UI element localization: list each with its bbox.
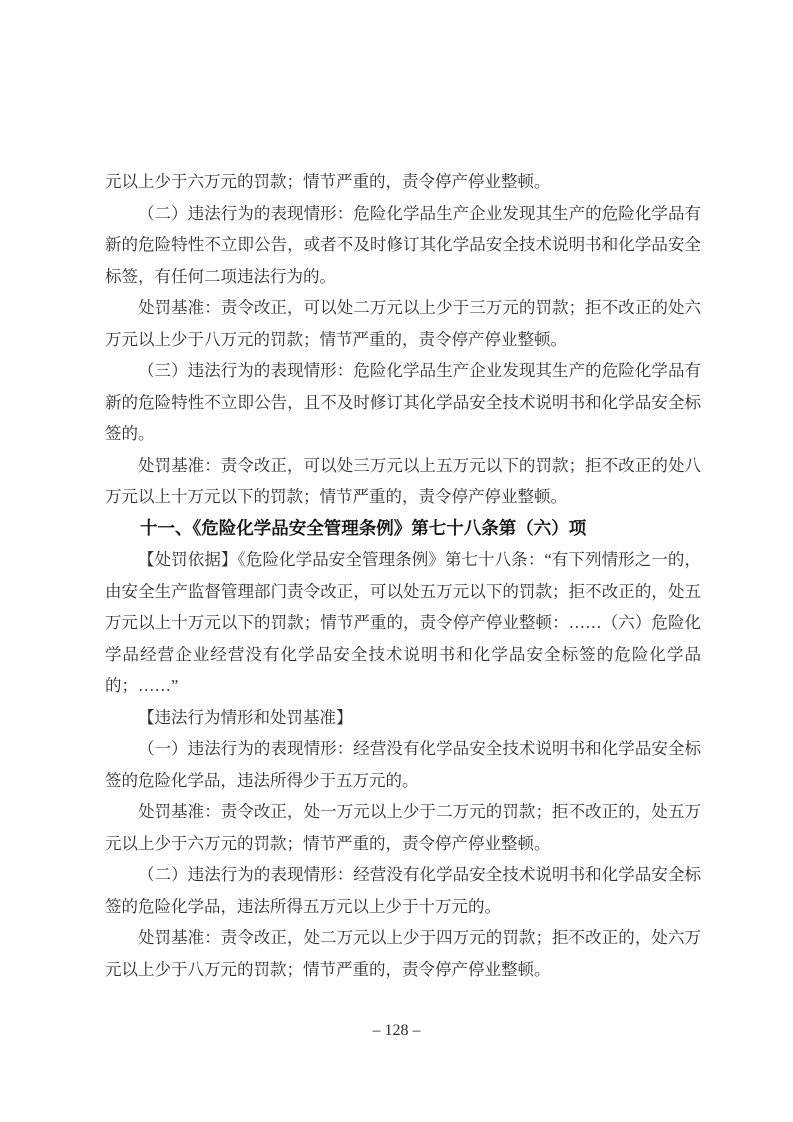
page-number: – 128 –	[372, 1022, 421, 1039]
paragraph-penalty-basis: 【处罚依据】《危险化学品安全管理条例》第七十八条：“有下列情形之一的，由安全生产监督管理部门责令改正，可以处五万元以下的罚款；拒不改正的，处五万元以上十万元以下的罚款；情节严重的，责令停产停业整顿：……（六）危险化学品经营企业经营没有化学品安全技术说明书和化学品安全标签的危险化学品的；……”	[105, 550, 701, 695]
paragraph-item2-situation: （二）违法行为的表现情形：经营没有化学品安全技术说明书和化学品安全标签的危险化学品，违法所得五万元以上少于十万元的。	[105, 865, 701, 916]
page-content	[105, 166, 701, 985]
page-footer	[0, 1022, 793, 1040]
paragraph-case2-penalty: 处罚基准：责令改正，可以处二万元以上少于三万元的罚款；拒不改正的处六万元以上少于八万元的罚款；情节严重的，责令停产停业整顿。	[105, 298, 701, 349]
paragraph-case3-situation: （三）违法行为的表现情形：危险化学品生产企业发现其生产的危险化学品有新的危险特性不立即公告，且不及时修订其化学品安全技术说明书和化学品安全标签的。	[105, 361, 701, 443]
paragraph-label-situations: 【违法行为情形和处罚基准】	[138, 707, 353, 727]
paragraph-item1-penalty: 处罚基准：责令改正，处一万元以上少于二万元的罚款；拒不改正的，处五万元以上少于六万元的罚款；情节严重的，责令停产停业整顿。	[105, 802, 701, 853]
paragraph-item2-penalty: 处罚基准：责令改正，处二万元以上少于四万元的罚款；拒不改正的，处六万元以上少于八万元的罚款；情节严重的，责令停产停业整顿。	[105, 928, 701, 979]
paragraph-item1-situation: （一）违法行为的表现情形：经营没有化学品安全技术说明书和化学品安全标签的危险化学品，违法所得少于五万元的。	[105, 739, 701, 790]
paragraph-case2-situation: （二）违法行为的表现情形：危险化学品生产企业发现其生产的危险化学品有新的危险特性不立即公告，或者不及时修订其化学品安全技术说明书和化学品安全标签，有任何二项违法行为的。	[105, 203, 701, 286]
paragraph-continuation: 元以上少于六万元的罚款；情节严重的，责令停产停业整顿。	[105, 172, 551, 191]
section-heading: 十一、《危险化学品安全管理条例》第七十八条第（六）项	[140, 517, 587, 538]
paragraph-case3-penalty: 处罚基准：责令改正，可以处三万元以上五万元以下的罚款；拒不改正的处八万元以上十万元以下的罚款；情节严重的，责令停产停业整顿。	[105, 455, 701, 506]
